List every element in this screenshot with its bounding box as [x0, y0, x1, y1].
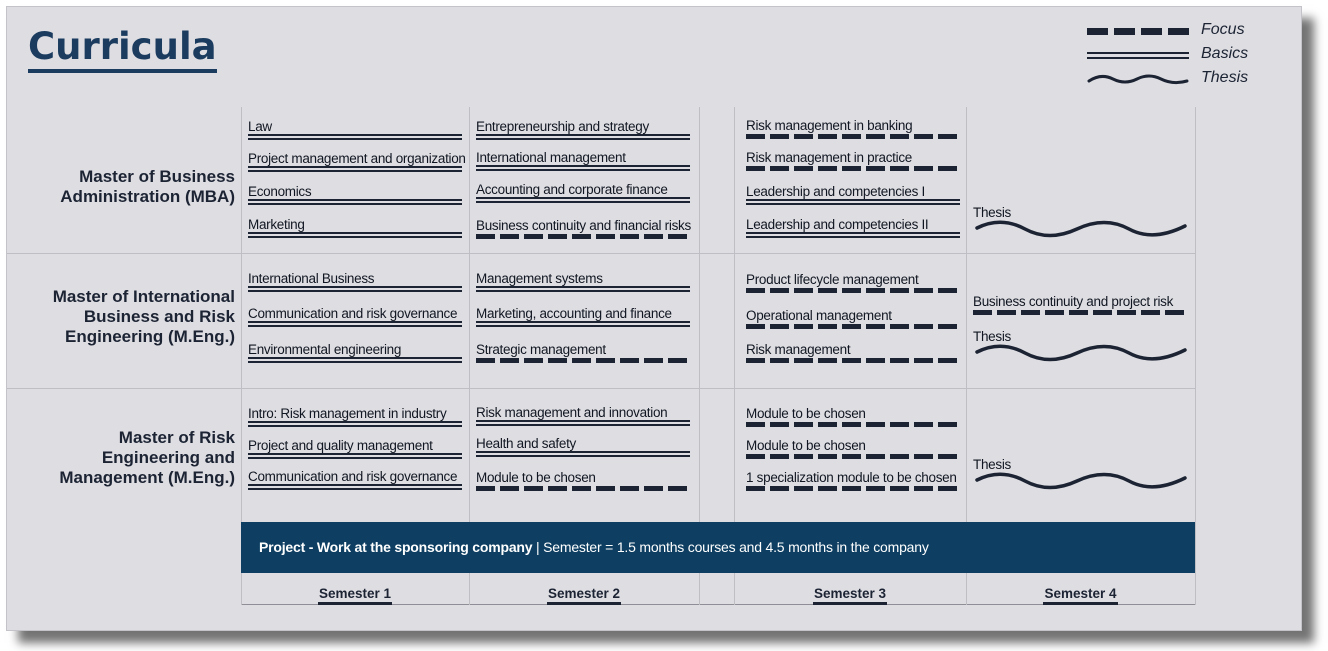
module-mba-s3-4	[746, 214, 960, 238]
module-mba-s1-1	[248, 116, 462, 140]
module-mrem-s1-3	[248, 466, 462, 490]
module-label: Business continuity and project risk	[973, 294, 1174, 309]
focus-line-icon	[746, 358, 960, 363]
module-label: Project and quality management	[248, 438, 433, 453]
curricula-card	[6, 6, 1302, 631]
module-mrem-s2-3	[476, 467, 690, 491]
basics-line-icon	[746, 199, 960, 205]
module-mibre-s3-2	[746, 305, 960, 329]
thesis-wave-icon	[973, 342, 1189, 364]
basics-line-icon	[476, 451, 690, 457]
module-label: Environmental engineering	[248, 342, 402, 357]
basics-line-icon	[248, 484, 462, 490]
module-mrem-s3-3	[746, 467, 960, 491]
module-mibre-s1-1	[248, 268, 462, 292]
legend-focus	[1087, 20, 1257, 44]
module-label: Accounting and corporate finance	[476, 182, 668, 197]
legend-basics-label: Basics	[1201, 45, 1249, 62]
focus-line-icon	[746, 166, 960, 171]
semester-3-label: Semester 3	[734, 586, 966, 601]
module-label: Strategic management	[476, 342, 606, 357]
module-mba-s2-3	[476, 179, 690, 203]
focus-line-icon	[746, 454, 960, 459]
basics-line-icon	[248, 357, 462, 363]
module-mba-s1-3	[248, 181, 462, 205]
module-mibre-s2-2	[476, 303, 690, 327]
focus-line-icon	[746, 486, 960, 491]
focus-line-icon	[1087, 28, 1189, 35]
focus-line-icon	[746, 288, 960, 293]
module-label: Communication and risk governance	[248, 469, 458, 484]
module-label: Law	[248, 119, 272, 134]
module-mibre-s2-1	[476, 268, 690, 292]
basics-line-icon	[248, 199, 462, 205]
module-mba-s2-2	[476, 147, 690, 171]
module-mibre-s2-3	[476, 339, 690, 363]
thesis-wave-icon	[973, 218, 1189, 240]
focus-line-icon	[476, 358, 690, 363]
module-label: Communication and risk governance	[248, 306, 458, 321]
basics-line-icon	[248, 286, 462, 292]
thesis-wave-icon	[1087, 72, 1189, 86]
basics-line-icon	[476, 165, 690, 171]
module-mibre-s1-3	[248, 339, 462, 363]
module-mba-s3-1	[746, 115, 960, 139]
banner-bold-text: Project - Work at the sponsoring company	[259, 539, 533, 555]
module-mba-s4-1	[973, 196, 1189, 240]
basics-line-icon	[1087, 52, 1189, 59]
module-mba-s2-4	[476, 215, 690, 239]
basics-line-icon	[476, 286, 690, 292]
focus-line-icon	[746, 324, 960, 329]
module-label: Leadership and competencies II	[746, 217, 929, 232]
module-mibre-s4-1	[973, 291, 1189, 315]
legend-thesis-label: Thesis	[1201, 69, 1249, 86]
module-label: International Business	[248, 271, 375, 286]
basics-line-icon	[746, 232, 960, 238]
module-label: Product lifecycle management	[746, 272, 919, 287]
program-label-mrem: Master of Risk Engineering and Management (M.Eng.)	[59, 428, 235, 487]
module-mrem-s3-1	[746, 403, 960, 427]
basics-line-icon	[248, 232, 462, 238]
basics-line-icon	[476, 420, 690, 426]
legend-thesis	[1087, 68, 1257, 92]
semester-4-label: Semester 4	[966, 586, 1195, 601]
module-label: Management systems	[476, 271, 603, 286]
module-label: Economics	[248, 184, 312, 199]
module-mrem-s4-1	[973, 448, 1189, 492]
module-mibre-s1-2	[248, 303, 462, 327]
module-label: Module to be chosen	[746, 438, 866, 453]
module-label: Risk management in banking	[746, 118, 913, 133]
module-mrem-s1-1	[248, 403, 462, 427]
module-label: Module to be chosen	[746, 406, 866, 421]
module-label: Operational management	[746, 308, 892, 323]
module-mibre-s4-2	[973, 320, 1189, 364]
module-label: 1 specialization module to be chosen	[746, 470, 957, 485]
focus-line-icon	[746, 422, 960, 427]
row-divider-1	[7, 253, 1195, 254]
semester-1-label: Semester 1	[241, 586, 469, 601]
row-divider-2	[7, 388, 1195, 389]
module-label: Module to be chosen	[476, 470, 596, 485]
module-label: Intro: Risk management in industry	[248, 406, 447, 421]
module-label: Project management and organization	[248, 151, 466, 166]
module-mba-s1-4	[248, 214, 462, 238]
basics-line-icon	[248, 321, 462, 327]
module-mibre-s3-3	[746, 339, 960, 363]
module-label: Risk management and innovation	[476, 405, 668, 420]
basics-line-icon	[248, 166, 462, 172]
basics-line-icon	[248, 134, 462, 140]
module-label: Marketing	[248, 217, 305, 232]
module-mrem-s2-1	[476, 402, 690, 426]
basics-line-icon	[248, 453, 462, 459]
legend-basics	[1087, 44, 1257, 68]
focus-line-icon	[973, 310, 1189, 315]
legend-focus-label: Focus	[1201, 21, 1245, 38]
module-label: Risk management	[746, 342, 851, 357]
module-label: International management	[476, 150, 626, 165]
col-divider-6	[1195, 107, 1196, 605]
module-label: Thesis	[973, 329, 1011, 344]
module-mibre-s3-1	[746, 269, 960, 293]
program-label-mba: Master of Business Administration (MBA)	[60, 167, 235, 206]
page-title: Curricula	[28, 25, 217, 73]
module-mba-s2-1	[476, 116, 690, 140]
focus-line-icon	[746, 134, 960, 139]
basics-line-icon	[248, 421, 462, 427]
focus-line-icon	[476, 234, 690, 239]
project-banner	[241, 522, 1195, 573]
module-label: Thesis	[973, 457, 1011, 472]
basics-line-icon	[476, 197, 690, 203]
module-label: Risk management in practice	[746, 150, 912, 165]
module-label: Leadership and competencies I	[746, 184, 925, 199]
thesis-wave-icon	[973, 470, 1189, 492]
basics-line-icon	[476, 321, 690, 327]
basics-line-icon	[476, 134, 690, 140]
semester-2-label: Semester 2	[469, 586, 699, 601]
module-mba-s3-3	[746, 181, 960, 205]
module-label: Business continuity and financial risks	[476, 218, 691, 233]
module-label: Health and safety	[476, 436, 576, 451]
module-mrem-s2-2	[476, 433, 690, 457]
program-label-mibre: Master of International Business and Risk Engineering (M.Eng.)	[52, 287, 235, 346]
focus-line-icon	[476, 486, 690, 491]
module-mrem-s3-2	[746, 435, 960, 459]
module-mba-s1-2	[248, 148, 466, 172]
module-label: Entrepreneurship and strategy	[476, 119, 649, 134]
module-label: Marketing, accounting and finance	[476, 306, 672, 321]
module-label: Thesis	[973, 205, 1011, 220]
module-mba-s3-2	[746, 147, 960, 171]
module-mrem-s1-2	[248, 435, 462, 459]
banner-rest-text: | Semester = 1.5 months courses and 4.5 months in the company	[532, 539, 929, 555]
